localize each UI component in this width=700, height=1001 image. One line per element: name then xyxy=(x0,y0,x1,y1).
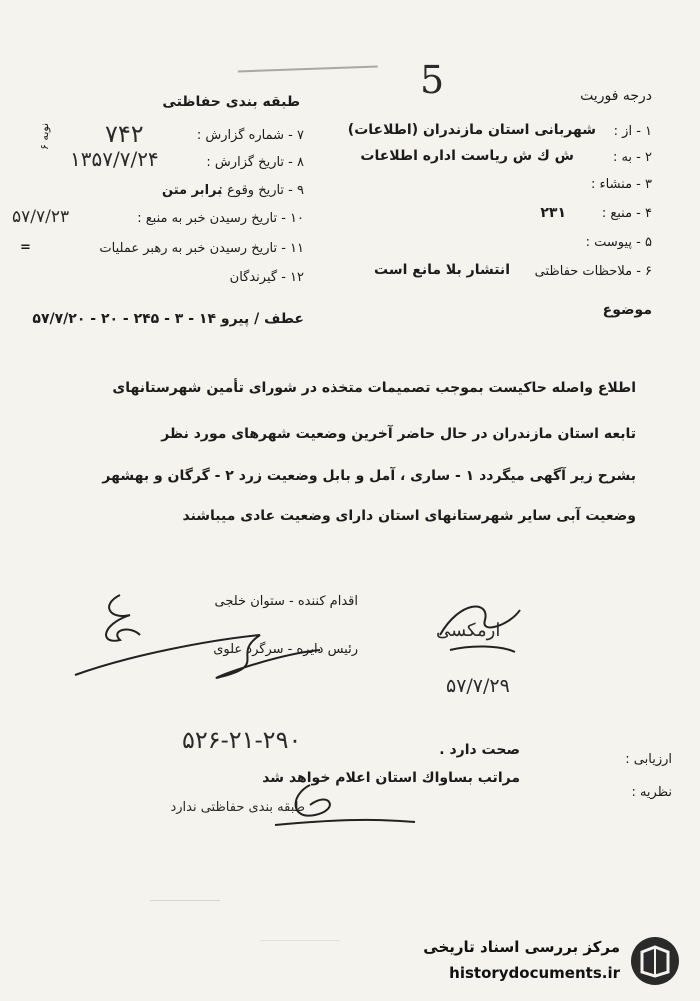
field-8-value: ۱۳۵۷/۷/۲۴ xyxy=(70,147,159,171)
signature-scribble-left xyxy=(70,585,330,695)
body-line-2: تابعه استان مازندران در حال حاضر آخرین وضعیت شهرهای مورد نظر xyxy=(161,426,636,442)
body-line-3: بشرح زیر آگهی میگردد ۱ - ساری ، آمل و بابل وضعیت زرد ۲ - گرگان و بهشهر xyxy=(102,468,636,484)
opinion-value: مراتب بساواك استان اعلام خواهد شد xyxy=(262,770,520,786)
watermark-title: مرکز بررسی اسناد تاریخی xyxy=(423,938,620,956)
handwritten-number: 5 xyxy=(420,58,445,102)
field-3-label: ۳ - منشاء : xyxy=(590,177,652,192)
field-6-value: انتشار بلا مانع است xyxy=(374,262,510,278)
field-4-value: ۲۳۱ xyxy=(540,205,566,221)
field-2-label: ۲ - به : xyxy=(612,150,652,165)
field-10-label: ۱۰ - تاریخ رسیدن خبر به منبع : xyxy=(137,211,304,226)
actor-label: اقدام کننده - ستوان خلجی xyxy=(214,594,358,609)
evaluation-label: ارزیابی : xyxy=(625,752,672,767)
field-6-label: ۶ - ملاحظات حفاظتی xyxy=(534,264,652,279)
subject-label: موضوع xyxy=(602,302,652,318)
field-2-value: ش ك ش ریاست اداره اطلاعات xyxy=(360,148,574,164)
right-signature: ارمکسی xyxy=(436,620,501,641)
field-8-label: ۸ - تاریخ گزارش : xyxy=(206,155,304,170)
side-note: نوبه ۶ xyxy=(38,122,51,150)
opinion-label: نظریه : xyxy=(631,785,672,800)
field-12-label: ۱۲ - گیرندگان xyxy=(229,270,304,285)
field-9-label: ۹ - تاریخ وقوع : xyxy=(218,183,304,198)
chief-label: رئیس دایره - سرگرد علوی xyxy=(213,642,358,657)
field-11-label: ۱۱ - تاریخ رسیدن خبر به رهبر عملیات xyxy=(99,241,304,256)
field-5-label: ۵ - پیوست : xyxy=(585,235,652,250)
archive-logo-icon xyxy=(628,934,682,988)
field-4-label: ۴ - منبع : xyxy=(601,206,652,221)
classification-stamp: طبقه بندی حفاظتی ندارد xyxy=(170,800,305,815)
right-signature-date: ۵۷/۷/۲۹ xyxy=(446,675,510,697)
field-1-label: ۱ - از : xyxy=(613,124,652,139)
faint-mark-2 xyxy=(260,920,340,941)
field-11-value: = xyxy=(20,240,31,255)
field-9-value: برابر متن xyxy=(162,183,222,198)
field-10-value: ۵۷/۷/۲۳ xyxy=(12,207,70,227)
urgency-label: درجه فوریت xyxy=(580,88,652,104)
field-1-value: شهربانی استان مازندران (اطلاعات) xyxy=(347,122,596,138)
field-7-label: ۷ - شماره گزارش : xyxy=(196,128,304,143)
file-number: ۵۲۶-۲۱-۲۹۰ xyxy=(182,726,302,754)
watermark-url: historydocuments.ir xyxy=(449,964,620,982)
body-line-1: اطلاع واصله حاکیست بموجب تصمیمات متخذه در شورای تأمین شهرستانهای xyxy=(112,380,636,396)
subject-reference: عطف / پیرو ۱۴ - ۳ - ۲۴۵ - ۲۰ - ۵۷/۷/۲۰ xyxy=(32,311,304,327)
evaluation-value: صحت دارد . xyxy=(439,742,520,758)
body-line-4: وضعیت آبی سایر شهرستانهای استان دارای وضعیت عادی میباشند xyxy=(182,508,636,524)
faint-mark xyxy=(150,880,220,901)
scribble-top xyxy=(238,66,378,85)
field-7-value: ۷۴۲ xyxy=(105,120,144,148)
stamp-scribble xyxy=(270,780,420,830)
classification-title: طبقه بندی حفاظتی xyxy=(162,94,300,110)
